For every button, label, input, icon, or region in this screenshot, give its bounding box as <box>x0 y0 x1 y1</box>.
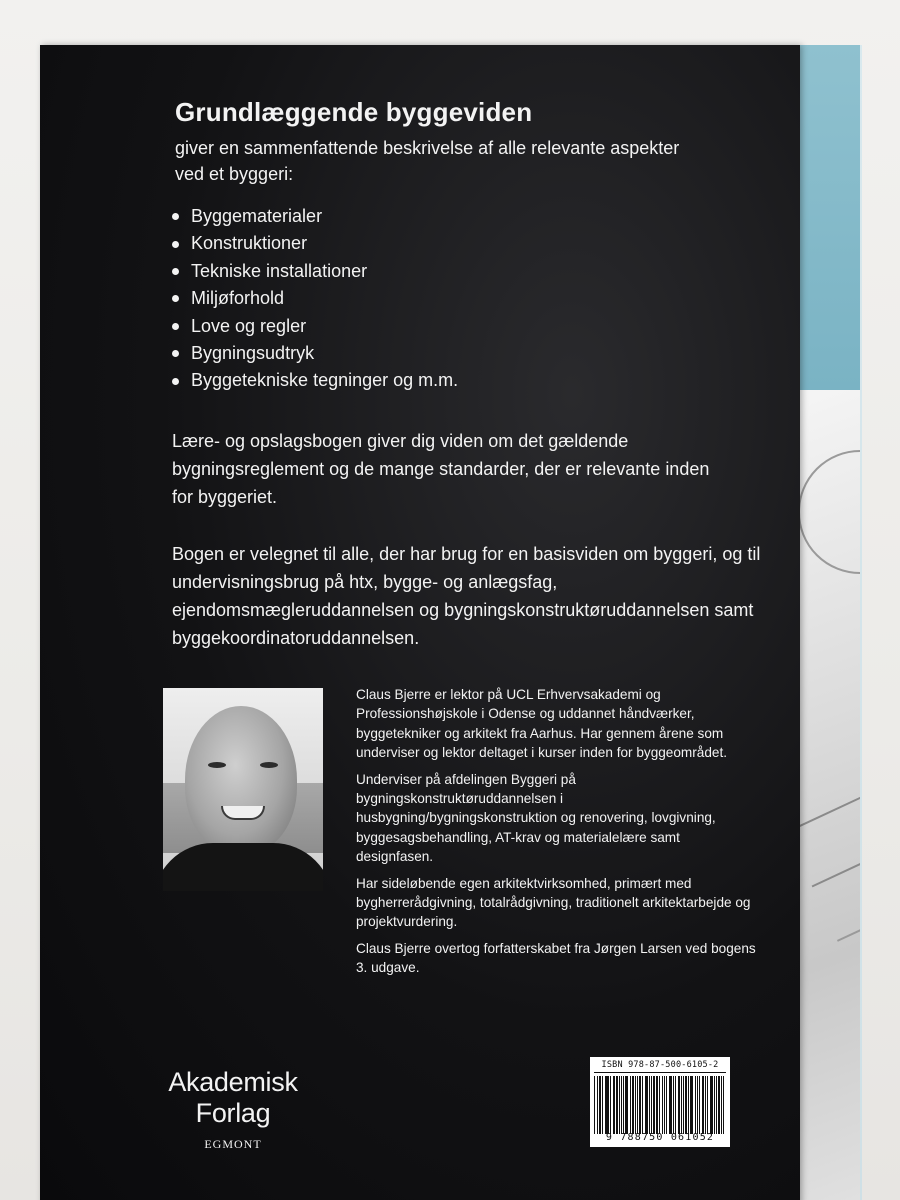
publisher-name-line2: Forlag <box>195 1098 271 1128</box>
bullet-icon <box>172 295 179 302</box>
barcode-bar <box>630 1076 631 1134</box>
bullet-icon <box>172 213 179 220</box>
barcode-bar <box>723 1076 724 1134</box>
author-photo <box>163 688 323 891</box>
barcode-bar <box>653 1076 655 1134</box>
bio-paragraph: Claus Bjerre overtog forfatterskabet fra Jørgen Larsen ved bogens 3. udgave. <box>356 940 756 976</box>
barcode-bar <box>632 1076 634 1134</box>
barcode-bars <box>594 1076 726 1134</box>
barcode-bar <box>675 1076 676 1134</box>
barcode-bar <box>705 1076 706 1134</box>
ean-number: 9 788750 061052 <box>605 1132 715 1143</box>
list-item: Bygningsudtryk <box>172 340 458 367</box>
barcode-bar <box>669 1076 672 1134</box>
barcode-bar <box>605 1076 606 1134</box>
bullet-icon <box>172 323 179 330</box>
barcode-bar <box>635 1076 636 1134</box>
barcode-bar <box>649 1076 650 1134</box>
intro-text: giver en sammenfattende beskrivelse af alle relevante aspekter ved et byggeri: <box>175 138 680 184</box>
barcode-bar <box>659 1076 660 1134</box>
barcode-bar <box>639 1076 641 1134</box>
bullet-icon <box>172 350 179 357</box>
list-item: Tekniske installationer <box>172 258 458 285</box>
barcode-bar <box>621 1076 622 1134</box>
barcode-bar <box>642 1076 643 1134</box>
author-shirt <box>163 843 323 891</box>
barcode-bar <box>707 1076 708 1134</box>
barcode-bar <box>697 1076 698 1134</box>
barcode-bar <box>623 1076 624 1134</box>
barcode-bar <box>606 1076 609 1134</box>
book-title: Grundlæggende byggeviden <box>175 97 533 127</box>
author-bio <box>356 685 756 985</box>
barcode-bar <box>664 1076 665 1134</box>
barcode-bar <box>602 1076 603 1134</box>
barcode-bar <box>685 1076 687 1134</box>
barcode-bar <box>690 1076 693 1134</box>
barcode-bar <box>681 1076 682 1134</box>
list-item: Love og regler <box>172 313 458 340</box>
publisher-logo <box>168 1067 298 1152</box>
list-item: Byggetekniske tegninger og m.m. <box>172 367 458 394</box>
barcode-bar <box>721 1076 722 1134</box>
bio-paragraph: Har sideløbende egen arkitektvirksomhed, primært med bygherrerådgivning, totalrådgivning, traditionelt arkitektarbejde og projektvurdering. <box>356 875 751 930</box>
barcode-bar <box>599 1076 601 1134</box>
barcode-bar <box>656 1076 658 1134</box>
barcode-bar <box>688 1076 689 1134</box>
barcode-bar <box>699 1076 701 1134</box>
barcode-bar <box>613 1076 615 1134</box>
book-side-image <box>792 390 860 1200</box>
barcode-bar <box>702 1076 704 1134</box>
barcode-bar <box>714 1076 715 1134</box>
list-item: Konstruktioner <box>172 230 458 257</box>
book-side-blue-strip <box>792 45 860 390</box>
bio-paragraph: Claus Bjerre er lektor på UCL Erhvervsakademi og Professionshøjskole i Odense og uddannet håndværker, byggetekniker og arkitekt fra Aarhus. Har gennem årene som underviser og lektor deltaget i kurser inden for byggeområdet. <box>356 687 728 761</box>
barcode-bar <box>610 1076 611 1134</box>
description-paragraph-1: Lære- og opslagsbogen giver dig viden om det gældende bygningsreglement og de mange standarder, der er relevante inden for byggeriet. <box>172 431 710 507</box>
topic-list <box>172 203 458 395</box>
barcode-bar <box>662 1076 663 1134</box>
book-back-cover <box>40 45 800 1200</box>
barcode-bar <box>666 1076 668 1134</box>
bullet-icon <box>172 268 179 275</box>
barcode-bar <box>625 1076 628 1134</box>
bio-paragraph: Underviser på afdelingen Byggeri på bygningskonstruktøruddannelsen i husbygning/bygningskonstruktion og renovering, lovgivning, byggesagsbehandling, AT-krav og materialelære samt designfasen. <box>356 771 716 865</box>
barcode-bar <box>710 1076 713 1134</box>
barcode-bar <box>651 1076 652 1134</box>
barcode-bar <box>597 1076 598 1134</box>
barcode-bar <box>718 1076 720 1134</box>
barcode-bar <box>619 1076 620 1134</box>
barcode-bar <box>695 1076 696 1134</box>
publisher-group: EGMONT <box>204 1137 262 1151</box>
barcode-bar <box>673 1076 674 1134</box>
description-paragraph-2: Bogen er velegnet til alle, der har brug for en basisviden om byggeri, og til undervisningsbrug på htx, bygge- og anlægsfag, ejendomsmægleruddannelsen og bygningskonstruktøruddannelsen samt byggekoordinatoruddannelsen. <box>172 544 761 648</box>
author-face <box>185 706 297 854</box>
bullet-icon <box>172 241 179 248</box>
barcode-bar <box>716 1076 717 1134</box>
list-item: Byggematerialer <box>172 203 458 230</box>
barcode-bar <box>594 1076 595 1134</box>
isbn-barcode <box>590 1057 730 1147</box>
publisher-name-line1: Akademisk <box>168 1067 298 1097</box>
barcode-bar <box>616 1076 618 1134</box>
barcode-bar <box>637 1076 638 1134</box>
list-item: Miljøforhold <box>172 285 458 312</box>
barcode-bar <box>683 1076 684 1134</box>
isbn-number: ISBN 978-87-500-6105-2 <box>594 1060 726 1073</box>
barcode-bar <box>645 1076 648 1134</box>
author-eyes <box>208 762 278 770</box>
bullet-icon <box>172 378 179 385</box>
barcode-bar <box>678 1076 680 1134</box>
